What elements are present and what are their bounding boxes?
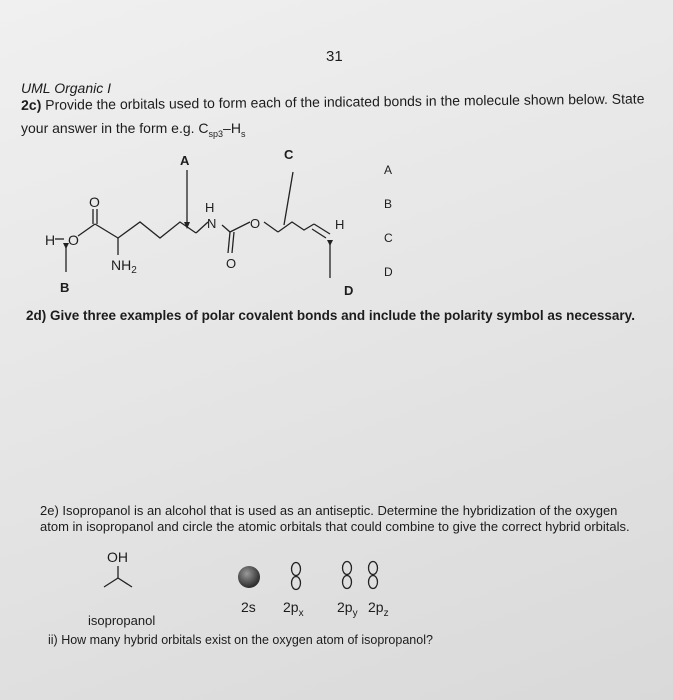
- example-tail: –H: [223, 120, 241, 136]
- orbital-2px-label[interactable]: $2p_x$: [283, 599, 304, 619]
- atom-n: N: [207, 216, 217, 231]
- course-title: UML Organic I: [21, 80, 111, 96]
- bond-label-c: C: [284, 147, 294, 162]
- orbital-2pz-label[interactable]: $2p_z$: [368, 599, 389, 619]
- question-2c-label: 2c): [21, 96, 42, 113]
- question-2e-line2: atom in isopropanol and circle the atomic orbitals that could combine to give the correct hybrid orbitals.: [40, 519, 630, 534]
- question-2e-ii: ii) How many hybrid orbitals exist on the oxygen atom of isopropanol?: [48, 633, 433, 647]
- example-subscript-2: s: [240, 128, 246, 139]
- question-2c-text: Provide the orbitals used to form each of the indicated bonds in the molecule shown below. State: [45, 90, 645, 113]
- atom-h-hydroxyl: H: [45, 232, 56, 248]
- oh-label: OH: [107, 549, 128, 565]
- atom-h-alkene: H: [335, 217, 345, 232]
- atom-o-carbonyl-1: O: [89, 194, 100, 210]
- bond-label-a: A: [180, 153, 190, 168]
- orbital-2s-icon[interactable]: [238, 566, 260, 588]
- page-number: 31: [326, 48, 343, 65]
- bond-label-b: B: [60, 280, 70, 295]
- atom-o-ester: O: [250, 216, 261, 231]
- question-2e-line1: 2e) Isopropanol is an alcohol that is used as an antiseptic. Determine the hybridization of the oxygen: [40, 503, 618, 518]
- orbital-2py-label[interactable]: $2p_y$: [337, 599, 358, 619]
- answer-label-b: B: [384, 197, 393, 211]
- question-2d: 2d) Give three examples of polar covalent bonds and include the polarity symbol as necessary.: [26, 308, 635, 323]
- orbital-2px-icon[interactable]: [292, 563, 301, 590]
- answer-label-c: C: [384, 231, 393, 245]
- orbital-2s-label[interactable]: 2s: [241, 599, 256, 615]
- orbital-2pz-icon[interactable]: [369, 562, 378, 589]
- example-subscript: sp3: [208, 128, 224, 139]
- question-2c-text2: your answer in the form e.g. C: [21, 120, 209, 136]
- orbital-2py-icon[interactable]: [343, 562, 352, 589]
- answer-label-a: A: [384, 163, 393, 177]
- answer-label-d: D: [384, 265, 393, 279]
- atom-nh2: $NH_2$: [111, 257, 137, 276]
- atom-o-carbonyl-2: O: [226, 256, 237, 271]
- bond-label-d: D: [344, 283, 354, 298]
- atom-o-hydroxyl: O: [68, 232, 79, 248]
- isopropanol-label: isopropanol: [88, 613, 156, 628]
- atom-h-amide: H: [205, 200, 215, 215]
